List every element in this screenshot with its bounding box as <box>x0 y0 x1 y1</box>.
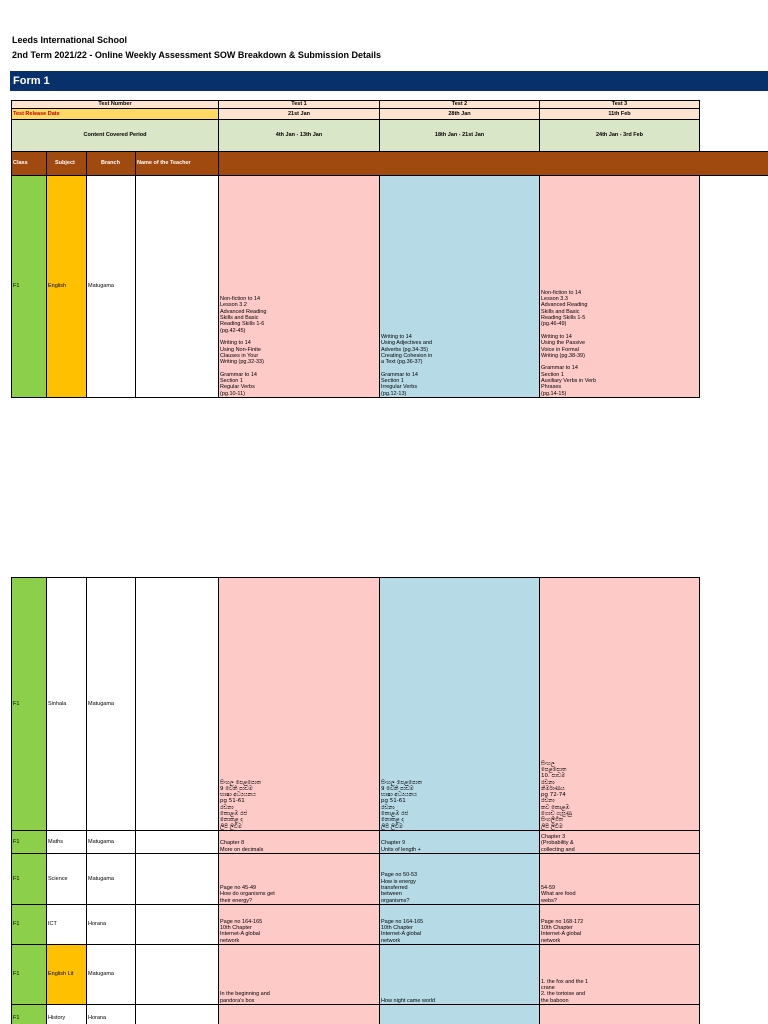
row-ict-branch: Horana <box>86 904 136 945</box>
document-subtitle: 2nd Term 2021/22 - Online Weekly Assessment SOW Breakdown & Submission Details <box>12 50 381 60</box>
row-history-test1 <box>218 1004 380 1024</box>
test3-date: 11th Feb <box>539 108 700 120</box>
row-maths-test2: Chapter 9 Units of length + <box>379 830 540 854</box>
test-number-label: Test Number <box>11 100 219 109</box>
row-sinhala-test2: සිංහල පෙළපොත 9 වෙනි පාඩම භාෂා අධ්‍යයනය pg 51-61 රචනා කොළඹ රජ නොකළ ද ලිපි ලිවීම <box>379 577 540 831</box>
row-science-test1: Page no 45-49 How do organisms get their energy? <box>218 853 380 905</box>
row-english-class: F1 <box>11 175 47 398</box>
row-sinhala-branch: Matugama <box>86 577 136 831</box>
row-sinhala-subject: Sinhala <box>46 577 87 831</box>
test1-date: 21st Jan <box>218 108 380 120</box>
row-englishlit-class: F1 <box>11 944 47 1005</box>
row-history-subject: History <box>46 1004 87 1024</box>
test2-name: Test 2 <box>379 100 540 109</box>
row-maths-test1: Chapter 8 More on decimals <box>218 830 380 854</box>
row-english-test2: Writing to 14 Using Adjectives and Adverbs (pg.34-35) Creating Cohesion in a Text (pg.36-37) Grammar to 14 Section 1 Irregular Verbs (pg.12-13) <box>379 175 540 398</box>
row-englishlit-subject: English Lit <box>46 944 87 1005</box>
row-ict-class: F1 <box>11 904 47 945</box>
row-maths-branch: Matugama <box>86 830 136 854</box>
row-maths-test3: Chapter 3 (Probability & collecting and <box>539 830 700 854</box>
row-ict-teacher <box>135 904 219 945</box>
row-history-test2 <box>379 1004 540 1024</box>
row-history-test3 <box>539 1004 700 1024</box>
row-english-teacher <box>135 175 219 398</box>
form-title-bar: Form 1 <box>10 71 768 91</box>
row-science-teacher <box>135 853 219 905</box>
row-history-branch: Horana <box>86 1004 136 1024</box>
col-header-filler <box>218 151 768 176</box>
row-science-test2: Page no 50-53 How is energy transferred between organisms? <box>379 853 540 905</box>
row-ict-subject: ICT <box>46 904 87 945</box>
row-sinhala-test3: සිංහල පෙළපොත 10. පාඩම රචනා නිර්මාණය pg 72-74 රචනා කව කොළඹ ගොඩ ගැසුණු සිංහලීගිත ලිපි ලිවීම <box>539 577 700 831</box>
test3-period: 24th Jan - 3rd Feb <box>539 119 700 152</box>
content-covered-period-label: Content Covered Period <box>11 119 219 152</box>
row-englishlit-test3: 1. the fox and the 1 crane 2. the tortoise and the baboon <box>539 944 700 1005</box>
row-science-subject: Science <box>46 853 87 905</box>
row-english-subject: English <box>46 175 87 398</box>
test3-name: Test 3 <box>539 100 700 109</box>
col-header-branch: Branch <box>86 151 136 176</box>
row-sinhala-test1: සිංහල පෙළපොත 9 වෙනි පාඩම භාෂා අධ්‍යයනය pg 51-61 රචනා කොළඹ රජ නොකළ ද ලිපි ලිවීම <box>218 577 380 831</box>
test1-period: 4th Jan - 13th Jan <box>218 119 380 152</box>
test2-date: 28th Jan <box>379 108 540 120</box>
col-header-teacher: Name of the Teacher <box>135 151 219 176</box>
row-englishlit-test2: How night came world <box>379 944 540 1005</box>
school-name: Leeds International School <box>12 35 128 45</box>
row-maths-subject: Maths <box>46 830 87 854</box>
row-maths-class: F1 <box>11 830 47 854</box>
row-sinhala-teacher <box>135 577 219 831</box>
row-ict-test3: Page no 168-172 10th Chapter Internet-A global network <box>539 904 700 945</box>
row-ict-test1: Page no 164-165 10th Chapter Internet-A global network <box>218 904 380 945</box>
row-ict-test2: Page no 164-165 10th Chapter Internet-A global network <box>379 904 540 945</box>
row-science-class: F1 <box>11 853 47 905</box>
row-maths-teacher <box>135 830 219 854</box>
row-englishlit-branch: Matugama <box>86 944 136 1005</box>
row-science-test3: 54-59 What are food webs? <box>539 853 700 905</box>
col-header-subject: Subject <box>46 151 87 176</box>
row-english-branch: Matugama <box>86 175 136 398</box>
row-history-class: F1 <box>11 1004 47 1024</box>
row-history-teacher <box>135 1004 219 1024</box>
row-englishlit-test1: In the beginning and pandora's box <box>218 944 380 1005</box>
row-englishlit-teacher <box>135 944 219 1005</box>
row-sinhala-class: F1 <box>11 577 47 831</box>
row-science-branch: Matugama <box>86 853 136 905</box>
test-release-date-label: Test Release Date <box>11 108 219 120</box>
col-header-class: Class <box>11 151 47 176</box>
test1-name: Test 1 <box>218 100 380 109</box>
row-english-test1: Non-fiction to 14 Lesson 3.2 Advanced Reading Skills and Basic Reading Skills 1-6 (pg.42-45) Writing to 14 Using Non-Finite Clauses in Your Writing (pg.32-33) Grammar to 14 Section 1 Regular Verbs (pg.10-11) <box>218 175 380 398</box>
row-english-test3: Non-fiction to 14 Lesson 3.3 Advanced Reading Skills and Basic Reading Skills 1-5 (pg.46-49) Writing to 14 Using the Passive Voice in Formal Writing (pg.38-39) Grammar to 14 Section 1 Auxiliary Verbs in Verb Phrases (pg.14-15) <box>539 175 700 398</box>
test2-period: 18th Jan - 21st Jan <box>379 119 540 152</box>
